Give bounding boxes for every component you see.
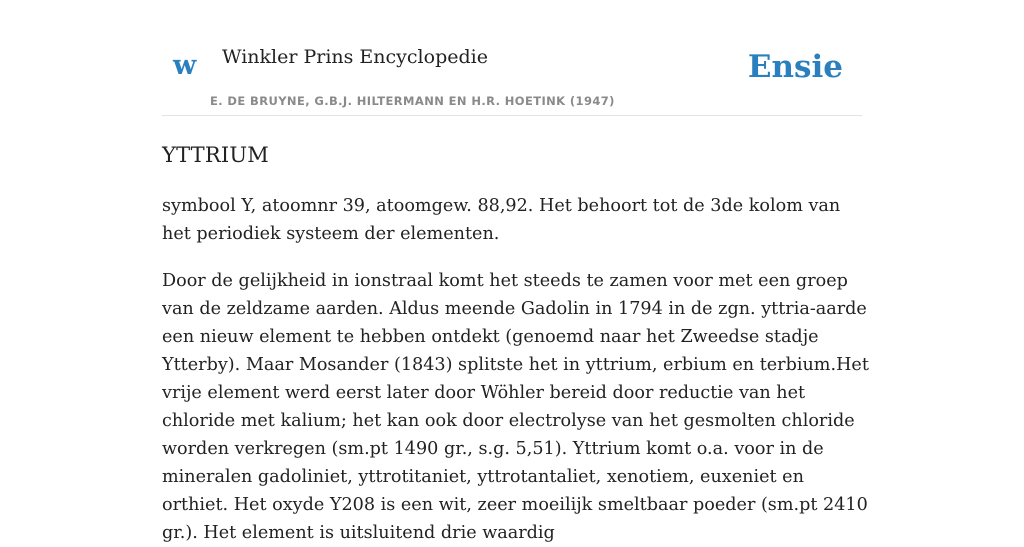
article-paragraph: symbool Y, atoomnr 39, atoomgew. 88,92. Het behoort tot de 3de kolom van het periodiek systeem der elementen.	[162, 196, 841, 244]
article-paragraph: Door de gelijkheid in ionstraal komt het steeds te zamen voor met een groep van de zeldzame aarden. Aldus meende Gadolin in 1794 in de zgn. yttria-aarde een nieuw element te hebben ontdekt (genoemd naar het Zweedse stadje Ytterby). Maar Mosander (1843) splitste het in yttrium, erbium en terbium.Het vrije element werd eerst later door Wöhler bereid door reductie van het chloride met kalium; het kan ook door electrolyse van het gesmolten chloride worden verkregen (sm.pt 1490 gr., s.g. 5,51). Yttrium komt o.a. voor in de mineralen gadoliniet, yttrotitaniet, yttrotantaliet, xenotiem, euxeniet en orthiet. Het oxyde Y208 is een wit, zeer moeilijk smeltbaar poeder (sm.pt 2410 gr.). Het element is uitsluitend drie waardig	[162, 271, 869, 543]
ensie-logo-link[interactable]: Ensie	[747, 49, 843, 85]
source-title[interactable]: Winkler Prins Encyclopedie	[222, 46, 488, 68]
article-title: YTTRIUM	[162, 143, 269, 167]
source-header	[162, 0, 862, 116]
source-authors: E. DE BRUYNE, G.B.J. HILTERMANN EN H.R. HOETINK (1947)	[210, 94, 615, 108]
winkler-prins-logo[interactable]: w	[173, 50, 197, 81]
article	[162, 140, 872, 547]
